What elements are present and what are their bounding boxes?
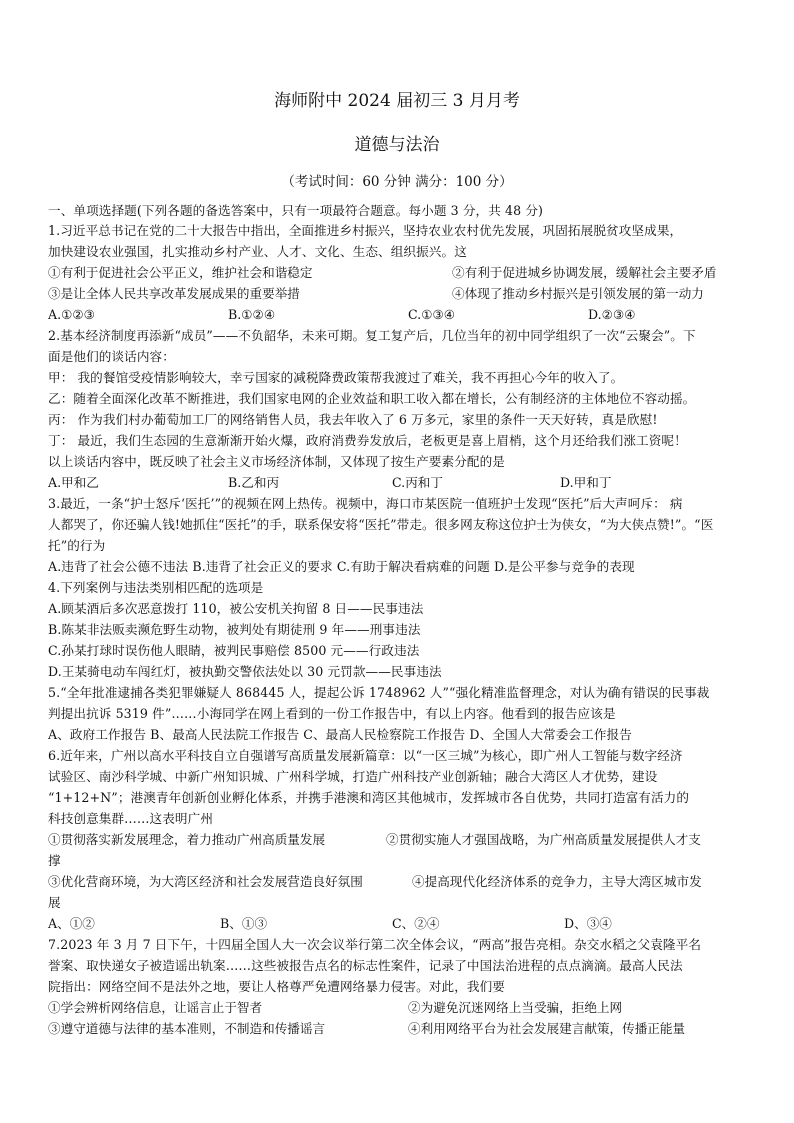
q1-option-d: D.②③④: [588, 307, 636, 322]
subject-title: 道德与法治: [354, 135, 440, 155]
q2-speaker-bing: 丙： 作为我们村办葡萄加工厂的网络销售人员，我去年收入了 6 万多元，家里的条件一天天好转，真是欣慰!: [48, 412, 658, 427]
q6-statement-cont: 撑: [48, 853, 61, 868]
q4-stem: 4.下列案例与违法类别相匹配的选项是: [48, 580, 264, 595]
q2-stem: 面是他们的谈话内容：: [48, 349, 175, 364]
q6-stem: 6.近年来，广州以高水平科技自立自强谱写高质量发展新篇章：以“一区三城”为核心，即广州人工智能与数字经济: [48, 748, 683, 763]
q1-statement: ③是让全体人民共享改革发展成果的重要举措: [48, 286, 300, 301]
exam-title: 海师附中 2024 届初三 3 月月考: [274, 91, 520, 111]
q7-statement: ④利用网络平台为社会发展建言献策，传播正能量: [408, 1021, 686, 1036]
q6-option-b: B、①③: [220, 916, 268, 931]
q2-option-b: B.乙和丙: [228, 475, 280, 490]
q7-statement: ③遵守道德与法律的基本准则，不制造和传播谣言: [48, 1021, 326, 1036]
q7-stem: 誉案、取快递女子被造谣出轨案……这些被报告点名的标志性案件，记录了中国法治进程的点点滴滴。最高人民法: [48, 958, 683, 973]
q6-statement: ③优化营商环境，为大湾区经济和社会发展营造良好氛围: [48, 874, 363, 889]
q2-option-d: D.甲和丁: [560, 475, 612, 490]
q6-statement: ①贯彻落实新发展理念，着力推动广州高质量发展: [48, 832, 326, 847]
q6-stem: 试验区、南沙科学城、中新广州知识城、广州科学城，打造广州科技产业创新轴；融合大湾区人才优势，建设: [48, 769, 658, 784]
q6-statement: ②贯彻实施人才强国战略，为广州高质量发展提供人才支: [386, 832, 701, 847]
q6-stem: 科技创意集群……这表明广州: [48, 811, 214, 826]
section-heading: 一、单项选择题(下列各题的备选答案中，只有一项最符合题意。每小题 3 分，共 48 分): [48, 203, 544, 218]
q4-option-d: D.王某骑电动车闯红灯，被执勤交警依法处以 30 元罚款——民事违法: [48, 664, 442, 679]
q6-option-c: C、②④: [392, 916, 440, 931]
q5-stem: 5.“全年批准逮捕各类犯罪嫌疑人 868445 人，提起公诉 1748962 人”“强化精准监督理念，对认为确有错误的民事裁: [48, 685, 710, 700]
q1-option-c: C.①③④: [408, 307, 456, 322]
q2-option-c: C.丙和丁: [392, 475, 443, 490]
q1-statement: ①有利于促进社会公平正义，维护社会和谐稳定: [48, 265, 313, 280]
q1-stem: 加快建设农业强国，扎实推动乡村产业、人才、文化、生态、组织振兴。这: [48, 244, 467, 259]
q5-options: A、政府工作报告 B、最高人民法院工作报告 C、最高人民检察院工作报告 D、全国人大常委会工作报告: [48, 727, 632, 742]
q6-stem: “1+12+N”；港澳青年创新创业孵化体系，并携手港澳和湾区其他城市，发挥城市各自优势，共同打造富有活力的: [48, 790, 690, 805]
q1-option-a: A.①②③: [48, 307, 95, 322]
q7-statement: ②为避免沉迷网络上当受骗，拒绝上网: [408, 1000, 623, 1015]
q2-speaker-jia: 甲： 我的餐馆受疫情影响较大，幸亏国家的减税降费政策帮我渡过了难关，我不再担心今年的收入了。: [48, 370, 624, 385]
q2-speaker-yi: 乙：随着全面深化改革不断推进，我们国家电网的企业效益和职工收入都在增长，公有制经济的主体地位不容动摇。: [48, 391, 696, 406]
q2-speaker-ding: 丁： 最近，我们生态园的生意渐渐开始火爆，政府消费券发放后，老板更是喜上眉梢，这个月还给我们涨工资呢！: [48, 433, 687, 448]
q1-statement: ②有利于促进城乡协调发展，缓解社会主要矛盾: [452, 265, 717, 280]
q6-statement-cont: 展: [48, 895, 61, 910]
q7-statement: ①学会辨析网络信息，让谣言止于智者: [48, 1000, 263, 1015]
q2-stem: 2.基本经济制度再添新“成员”——不负韶华，未来可期。复工复产后，几位当年的初中同学组织了一次“云聚会”。下: [48, 328, 696, 343]
q7-stem: 7.2023 年 3 月 7 日下午，十四届全国人大一次会议举行第二次全体会议，“两高”报告亮相。杂交水稻之父袁隆平名: [48, 937, 702, 952]
q1-option-b: B.①②④: [228, 307, 276, 322]
q3-stem: 人都哭了，你还骗人钱!她抓住“医托”的手，联系保安将“医托”带走。很多网友称这位护士为侠女，“为大侠点赞!”。“医: [48, 517, 714, 532]
q3-stem: 托”的行为: [48, 538, 106, 553]
q3-options: A.违背了社会公德不违法 B.违背了社会正义的要求 C.有助于解决看病难的问题 D.是公平参与竞争的表现: [48, 559, 635, 574]
q4-option-b: B.陈某非法贩卖濒危野生动物，被判处有期徒刑 9 年——刑事违法: [48, 622, 421, 637]
q6-statement: ④提高现代化经济体系的竞争力，主导大湾区城市发: [412, 874, 702, 889]
q2-stem: 以上谈话内容中，既反映了社会主义市场经济体制，又体现了按生产要素分配的是: [48, 454, 505, 469]
q7-stem: 院指出：网络空间不是法外之地，要让人格尊严免遭网络暴力侵害。对此，我们要: [48, 979, 505, 994]
q3-stem: 3.最近，一条“护士怒斥‘医托’”的视频在网上热传。视频中，海口市某医院一值班护士发现“医托”后大声呵斥： 病: [48, 496, 683, 511]
q2-option-a: A.甲和乙: [48, 475, 99, 490]
q1-statement: ④体现了推动乡村振兴是引领发展的第一动力: [452, 286, 704, 301]
q4-option-c: C.孙某打球时误伤他人眼睛，被判民事赔偿 8500 元——行政违法: [48, 643, 420, 658]
q6-option-d: D、③④: [564, 916, 612, 931]
q6-option-a: A、①②: [48, 916, 95, 931]
q4-option-a: A.顾某酒后多次恶意拨打 110，被公安机关拘留 8 日——民事违法: [48, 601, 424, 616]
exam-info: （考试时间：60 分钟 满分：100 分）: [281, 174, 513, 190]
q5-stem: 判提出抗诉 5319 件”……小海同学在网上看到的一份工作报告中，有以上内容。他看到的报告应该是: [48, 706, 616, 721]
q1-stem: 1.习近平总书记在党的二十大报告中指出，全面推进乡村振兴，坚持农业农村优先发展，巩固拓展脱贫攻坚成果，: [48, 223, 683, 238]
